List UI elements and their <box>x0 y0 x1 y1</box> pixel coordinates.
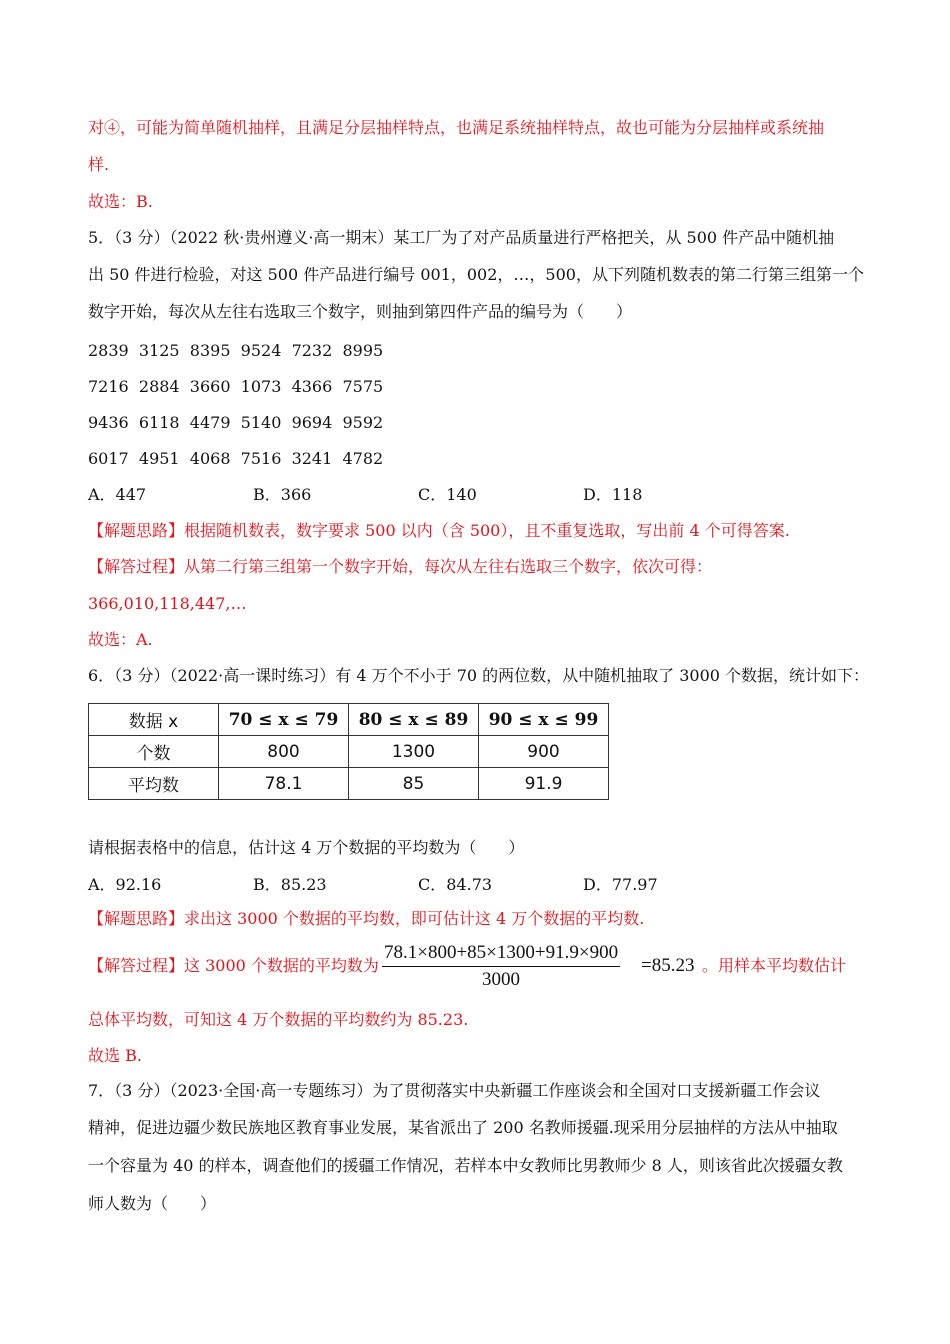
q6-question: 请根据表格中的信息，估计这 4 万个数据的平均数为（ ） <box>88 838 525 857</box>
q5-stem-line-1: 5．（3 分）（2022 秋·贵州遵义·高一期末）某工厂为了对产品质量进行严格把关，从 500 件产品中随机抽 <box>88 228 835 247</box>
table-row <box>89 768 609 800</box>
q6-process-line-2: 总体平均数，可知这 4 万个数据的平均数约为 85.23. <box>88 1010 469 1029</box>
q6-option-c: C．84.73 <box>418 875 493 894</box>
table-header-cell: 70 ≤ x ≤ 79 <box>219 704 349 736</box>
table-cell: 900 <box>479 736 609 768</box>
q5-idea <box>88 520 790 542</box>
q6-idea-text: 求出这 3000 个数据的平均数，即可估计这 4 万个数据的平均数. <box>184 909 645 928</box>
q5-option-b: B．366 <box>253 485 312 504</box>
random-table-row-2: 7216 2884 3660 1073 4366 7575 <box>88 377 384 396</box>
prev-solution-line-1: 对④，可能为简单随机抽样，且满足分层抽样特点，也满足系统抽样特点，故也可能为分层抽样或系统抽 <box>88 118 825 137</box>
random-table-row-1: 2839 3125 8395 9524 7232 8995 <box>88 341 384 360</box>
table-cell: 个数 <box>89 736 219 768</box>
q6-idea <box>88 908 644 930</box>
table-cell: 91.9 <box>479 768 609 800</box>
q7-stem-line-2: 精神，促进边疆少数民族地区教育事业发展，某省派出了 200 名教师援疆.现采用分层抽样的方法从中抽取 <box>88 1118 838 1137</box>
fraction-denominator: 3000 <box>482 969 521 990</box>
table-cell: 1300 <box>349 736 479 768</box>
table-cell: 800 <box>219 736 349 768</box>
table-header-cell: 80 ≤ x ≤ 89 <box>349 704 479 736</box>
q6-option-b: B．85.23 <box>253 875 327 894</box>
table-row <box>89 704 609 736</box>
table-cell: 85 <box>349 768 479 800</box>
table-cell: 平均数 <box>89 768 219 800</box>
mean-fraction <box>382 942 620 991</box>
table-cell: 78.1 <box>219 768 349 800</box>
q6-process-text: 这 3000 个数据的平均数为 <box>184 956 379 975</box>
q7-stem-line-4: 师人数为（ ） <box>88 1194 217 1213</box>
q6-process-tag: 【解答过程】 <box>88 956 185 975</box>
q5-process <box>88 556 712 578</box>
q6-idea-tag: 【解题思路】 <box>88 909 185 928</box>
table-header-cell: 90 ≤ x ≤ 99 <box>479 704 609 736</box>
prev-answer: 故选：B. <box>88 192 153 211</box>
q5-process-text: 从第二行第三组第一个数字开始，每次从左往右选取三个数字，依次可得： <box>184 557 713 576</box>
table-header-cell: 数据 x <box>89 704 219 736</box>
q6-process-suffix: 。用样本平均数估计 <box>702 956 847 975</box>
table-row <box>89 736 609 768</box>
q6-data-table <box>88 703 609 800</box>
q6-process-prefix <box>88 955 379 977</box>
q5-stem-line-3: 数字开始，每次从左往右选取三个数字，则抽到第四件产品的编号为（ ） <box>88 302 633 321</box>
q5-option-a: A．447 <box>88 485 147 504</box>
q7-stem-line-1: 7．（3 分）（2023·全国·高一专题练习）为了贯彻落实中央新疆工作座谈会和全国对口支援新疆工作会议 <box>88 1081 821 1100</box>
q5-sequence: 366,010,118,447,… <box>88 594 247 613</box>
q5-option-c: C．140 <box>418 485 477 504</box>
q5-idea-tag: 【解题思路】 <box>88 521 185 540</box>
q6-stem-line-1: 6．（3 分）（2022·高一课时练习）有 4 万个不小于 70 的两位数，从中随机抽取了 3000 个数据，统计如下： <box>88 666 870 685</box>
random-table-row-4: 6017 4951 4068 7516 3241 4782 <box>88 449 384 468</box>
q5-process-tag: 【解答过程】 <box>88 557 185 576</box>
q5-idea-text: 根据随机数表，数字要求 500 以内（含 500），且不重复选取，写出前 4 个可得答案. <box>184 521 790 540</box>
q6-option-d: D．77.97 <box>583 875 658 894</box>
fraction-bar <box>382 966 620 967</box>
q5-answer: 故选：A. <box>88 630 153 649</box>
q6-option-a: A．92.16 <box>88 875 162 894</box>
q5-option-d: D．118 <box>583 485 643 504</box>
q5-stem-line-2: 出 50 件进行检验，对这 500 件产品进行编号 001，002，…，500，从下列随机数表的第二行第三组第一个 <box>88 265 864 284</box>
random-table-row-3: 9436 6118 4479 5140 9694 9592 <box>88 413 384 432</box>
fraction-numerator: 78.1×800+85×1300+91.9×900 <box>384 942 619 963</box>
q7-stem-line-3: 一个容量为 40 的样本，调查他们的援疆工作情况，若样本中女教师比男教师少 8 人，则该省此次援疆女教 <box>88 1156 843 1175</box>
q6-answer: 故选 B. <box>88 1046 142 1065</box>
q6-result: =85.23 <box>641 955 695 976</box>
prev-solution-line-2: 样. <box>88 155 110 174</box>
